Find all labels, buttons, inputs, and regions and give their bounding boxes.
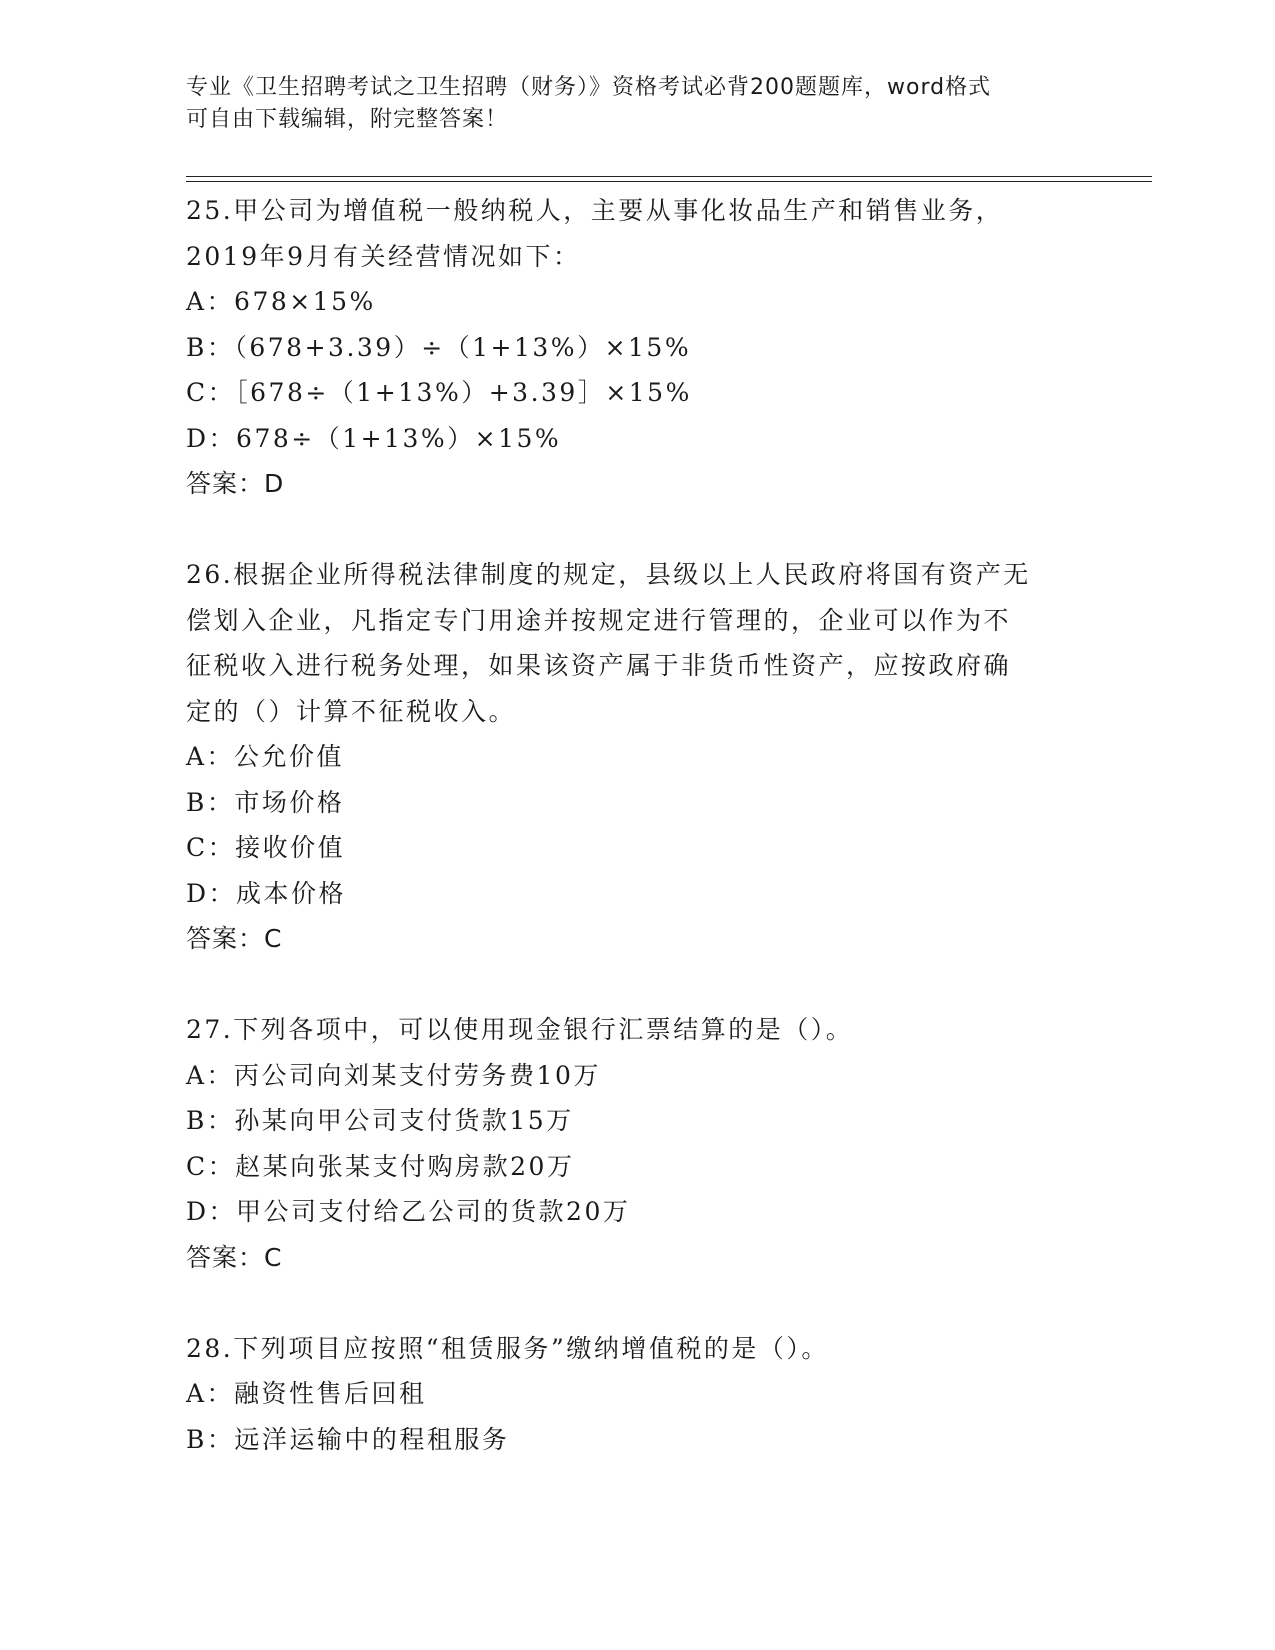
- question-list: [186, 188, 1086, 1462]
- question-stem-line: 26.根据企业所得税法律制度的规定，县级以上人民政府将国有资产无: [186, 560, 1031, 589]
- option-c: C：接收价值: [186, 833, 346, 862]
- option-a: A：融资性售后回租: [186, 1379, 427, 1408]
- option-a: A：678×15%: [186, 287, 376, 316]
- question-stem-line: 偿划入企业，凡指定专门用途并按规定进行管理的，企业可以作为不: [186, 605, 1012, 635]
- option-c: C：赵某向张某支付购房款20万: [186, 1151, 575, 1181]
- header-divider-bottom: [186, 181, 1152, 182]
- answer: 答案：C: [186, 924, 283, 953]
- spacer: [186, 962, 1086, 1008]
- option-b: B：孙某向甲公司支付货款15万: [186, 1106, 574, 1135]
- spacer: [186, 1280, 1086, 1326]
- option-d: D：甲公司支付给乙公司的货款20万: [186, 1197, 631, 1226]
- header-divider-top: [186, 176, 1152, 177]
- spacer: [186, 507, 1086, 553]
- document-header: [186, 72, 1066, 136]
- option-d: D：678÷（1+13%）×15%: [186, 423, 562, 453]
- question-stem-line: 2019年9月有关经营情况如下：: [186, 241, 581, 271]
- header-line-2: 可自由下载编辑，附完整答案！: [186, 107, 509, 132]
- question-stem-line: 27.下列各项中，可以使用现金银行汇票结算的是（）。: [186, 1015, 854, 1044]
- header-line-1: 专业《卫生招聘考试之卫生招聘（财务）》资格考试必背200题题库，word格式: [186, 75, 992, 100]
- question-stem-line: 25.甲公司为增值税一般纳税人，主要从事化妆品生产和销售业务，: [186, 196, 1004, 225]
- option-a: A：公允价值: [186, 742, 345, 771]
- question-27: [186, 1007, 1086, 1280]
- option-b: B：远洋运输中的程租服务: [186, 1424, 510, 1454]
- question-26: [186, 552, 1086, 962]
- question-28: [186, 1326, 1086, 1463]
- question-stem-line: 征税收入进行税务处理，如果该资产属于非货币性资产，应按政府确: [186, 651, 1012, 680]
- answer: 答案：D: [186, 469, 285, 498]
- option-b: B：市场价格: [186, 787, 345, 817]
- question-stem-line: 28.下列项目应按照“租赁服务”缴纳增值税的是（）。: [186, 1333, 829, 1363]
- option-b: B：（678+3.39）÷（1+13%）×15%: [186, 332, 692, 362]
- question-25: [186, 188, 1086, 507]
- option-c: C：［678÷（1+13%）+3.39］×15%: [186, 378, 692, 407]
- answer: 答案：C: [186, 1242, 283, 1272]
- option-a: A：丙公司向刘某支付劳务费10万: [186, 1060, 601, 1090]
- question-stem-line: 定的（）计算不征税收入。: [186, 696, 517, 726]
- option-d: D：成本价格: [186, 878, 347, 908]
